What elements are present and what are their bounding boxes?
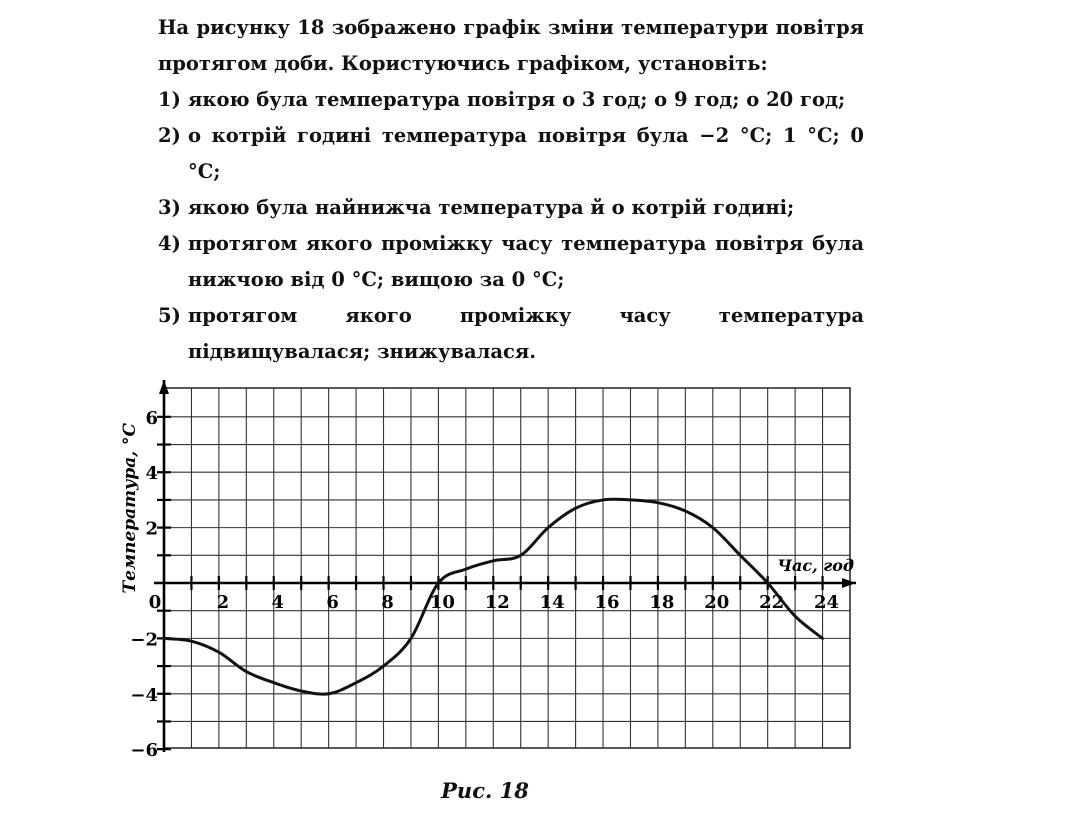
task-number: 4) bbox=[158, 232, 181, 255]
task-number: 3) bbox=[158, 196, 181, 219]
y-tick-label: 6 bbox=[145, 407, 158, 429]
y-tick-label: −4 bbox=[130, 684, 158, 706]
task-text: о котрій годині температура повітря була −2 °C; 1 °C; 0 °C; bbox=[188, 124, 864, 183]
x-tick-label: 4 bbox=[271, 592, 285, 613]
y-tick-label: 2 bbox=[145, 518, 158, 540]
x-tick-label: 10 bbox=[429, 592, 455, 613]
x-tick-label: 8 bbox=[381, 592, 394, 613]
x-tick-label: 2 bbox=[216, 592, 230, 613]
x-tick-label: 18 bbox=[649, 592, 675, 613]
task-number: 1) bbox=[158, 88, 181, 111]
task-number: 5) bbox=[158, 304, 181, 327]
x-axis-label: Час, год bbox=[777, 556, 854, 575]
y-tick-label: −6 bbox=[130, 740, 158, 762]
problem-intro: На рисунку 18 зображено графік зміни температури повітря протягом доби. Користуючись графіком, установіть: bbox=[158, 16, 864, 75]
x-tick-label: 22 bbox=[759, 592, 785, 613]
x-tick-label: 20 bbox=[704, 592, 730, 613]
chart-tick-labels bbox=[130, 408, 839, 761]
y-axis-label: Температура, °C bbox=[120, 422, 140, 594]
task-number: 2) bbox=[158, 124, 181, 147]
x-tick-label: 0 bbox=[148, 592, 162, 613]
x-tick-label: 16 bbox=[594, 592, 620, 613]
x-tick-label: 24 bbox=[814, 592, 840, 613]
x-tick-label: 14 bbox=[539, 592, 565, 613]
x-tick-label: 12 bbox=[484, 592, 510, 613]
chart-grid bbox=[164, 388, 850, 748]
figure-caption: Рис. 18 bbox=[441, 778, 529, 803]
task-text: якою була найнижча температура й о котрій годині; bbox=[188, 196, 795, 219]
x-tick-label: 6 bbox=[326, 592, 339, 613]
task-text: протягом якого проміжку часу температура повітря була нижчою від 0 °C; вищою за 0 °C; bbox=[188, 232, 864, 291]
y-axis-arrow bbox=[159, 380, 169, 394]
y-tick-label: −2 bbox=[130, 629, 158, 651]
y-tick-label: 4 bbox=[145, 463, 158, 485]
x-axis-arrow bbox=[842, 578, 856, 588]
task-text: протягом якого проміжку часу температура підвищувалася; знижувалася. bbox=[188, 304, 864, 363]
task-text: якою була температура повітря о 3 год; о 9 год; о 20 год; bbox=[188, 88, 846, 111]
